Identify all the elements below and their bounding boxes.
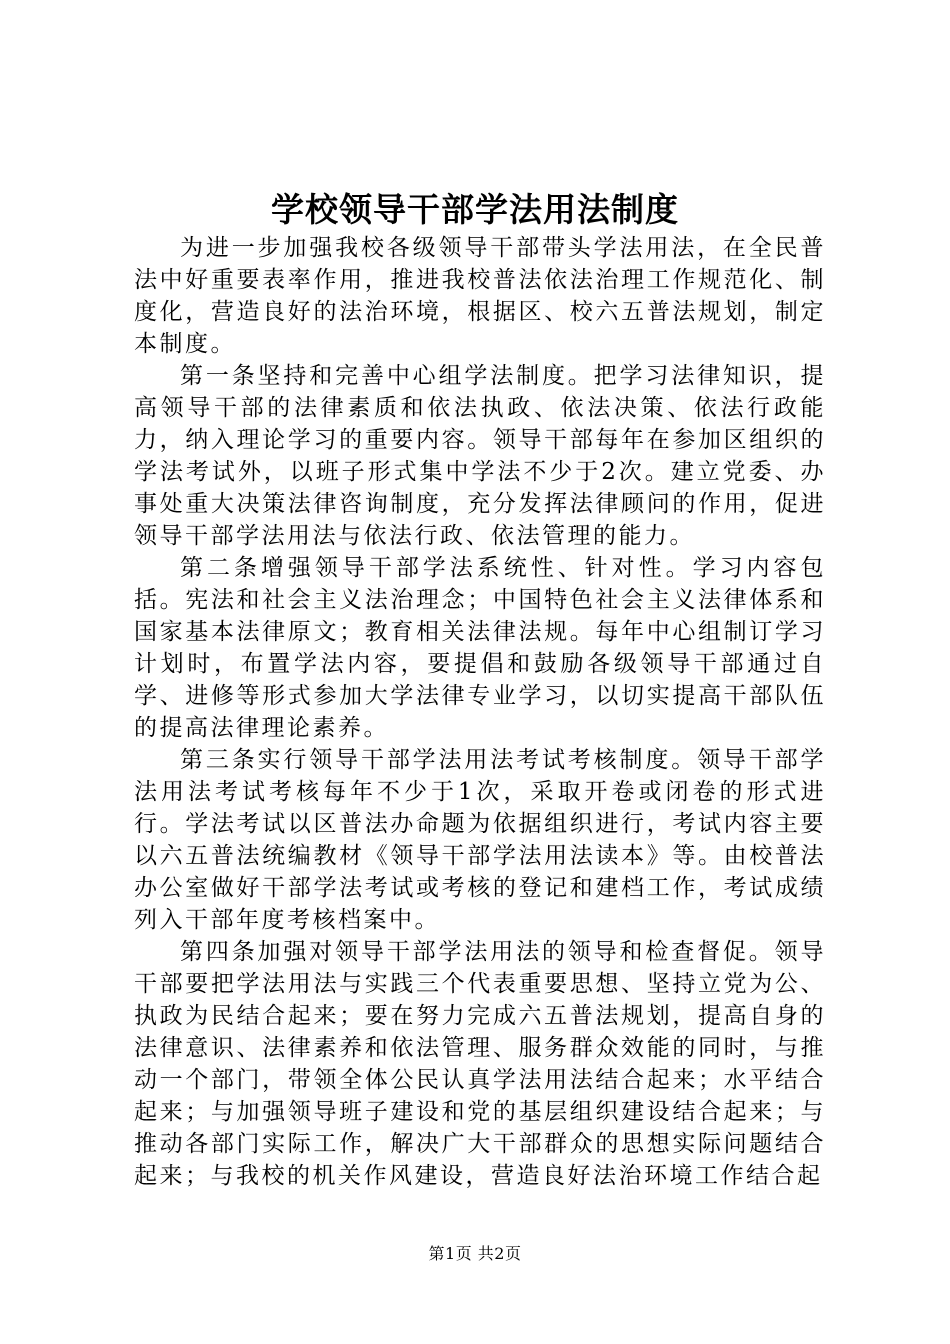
article-4-paragraph: 第四条加强对领导干部学法用法的领导和检查督促。领导干部要把学法用法与实践三个代表重要思想、坚持立党为公、执政为民结合起来；要在努力完成六五普法规划，提高自身的法律意识、法律素养和依法管理、服务群众效能的同时，与推动一个部门，带领全体公民认真学法用法结合起来；水平结合起来；与加强领导班子建设和党的基层组织建设结合起来；与推动各部门实际工作，解决广大干部群众的思想实际问题结合起来；与我校的机关作风建设，营造良好法治环境工作结合起	[134, 939, 826, 1189]
article-3-paragraph: 第三条实行领导干部学法用法考试考核制度。领导干部学法用法考试考核每年不少于1次，采取开卷或闭卷的形式进行。学法考试以区普法办命题为依据组织进行，考试内容主要以六五普法统编教材《领导干部学法用法读本》等。由校普法办公室做好干部学法考试或考核的登记和建档工作，考试成绩列入干部年度考核档案中。	[134, 747, 826, 933]
document-body	[134, 232, 826, 1192]
article-1-paragraph: 第一条坚持和完善中心组学法制度。把学习法律知识，提高领导干部的法律素质和依法执政、依法决策、依法行政能力，纳入理论学习的重要内容。领导干部每年在参加区组织的学法考试外，以班子形式集中学法不少于2次。建立党委、办事处重大决策法律咨询制度，充分发挥法律顾问的作用，促进领导干部学法用法与依法行政、依法管理的能力。	[134, 363, 826, 549]
intro-paragraph: 为进一步加强我校各级领导干部带头学法用法，在全民普法中好重要表率作用，推进我校普法依法治理工作规范化、制度化，营造良好的法治环境，根据区、校六五普法规划，制定本制度。	[134, 235, 826, 357]
article-2-paragraph: 第二条增强领导干部学法系统性、针对性。学习内容包括。宪法和社会主义法治理念；中国特色社会主义法律体系和国家基本法律原文；教育相关法律法规。每年中心组制订学习计划时，布置学法内容，要提倡和鼓励各级领导干部通过自学、进修等形式参加大学法律专业学习，以切实提高干部队伍的提高法律理论素养。	[134, 555, 826, 741]
page-number-footer: 第1页 共2页	[428, 1244, 522, 1263]
document-title: 学校领导干部学法用法制度	[271, 190, 679, 229]
